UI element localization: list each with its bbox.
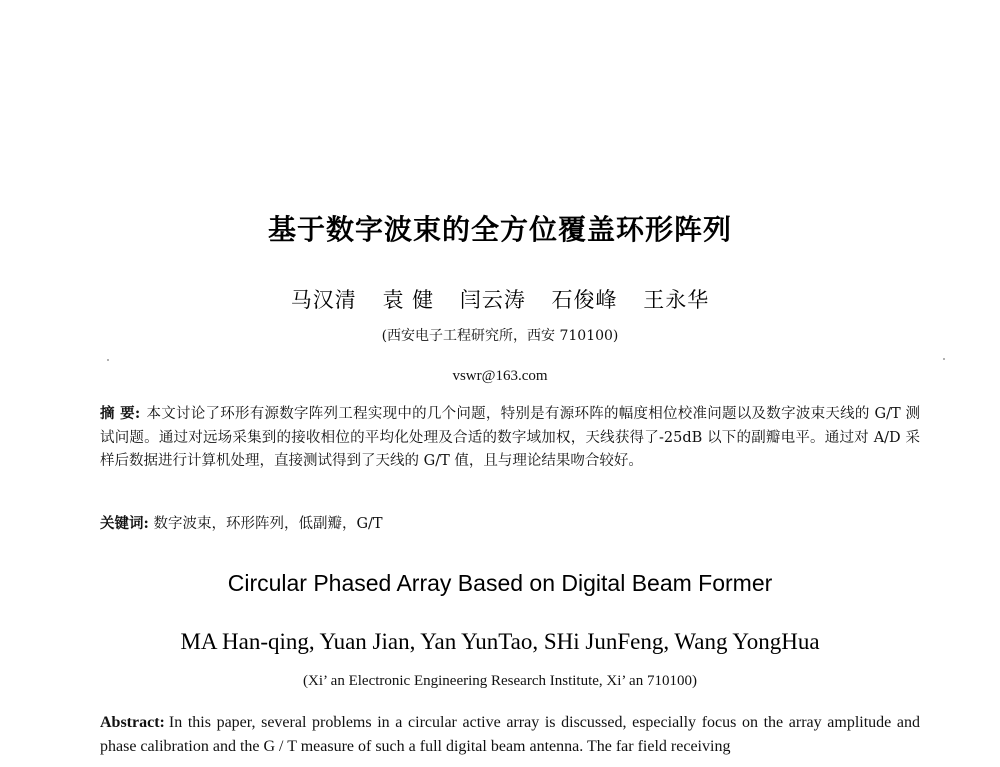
cn-affiliation: (西安电子工程研究所，西安 710100) (381, 328, 619, 344)
author-email: vswr@163.com (452, 368, 548, 384)
cn-author: 王永华 (643, 288, 710, 312)
en-author-list: MA Han-qing, Yuan Jian, Yan YunTao, SHi JunFeng, Wang YongHua (180, 629, 820, 654)
cn-keywords-label: 关键词: (100, 515, 149, 532)
cn-abstract-label: 摘 要: (100, 405, 141, 422)
cn-keywords-text: 数字波束，环形阵列，低副瓣，G/T (153, 516, 383, 532)
cn-abstract (100, 402, 920, 474)
en-abstract-label: Abstract: (100, 714, 165, 731)
cn-author-list (0, 284, 1000, 314)
en-abstract-text: In this paper, several problems in a circular active array is discussed, especially focus on the array amplitude and phase calibration and the G / T measure of such a full digital beam antenna. The far field receiving (100, 714, 920, 755)
scan-speck (107, 359, 109, 361)
en-affiliation: (Xi’ an Electronic Engineering Research Institute, Xi’ an 710100) (303, 673, 697, 689)
cn-abstract-text: 本文讨论了环形有源数字阵列工程实现中的几个问题，特别是有源环阵的幅度相位校准问题以及数字波束天线的 G/T 测试问题。通过对远场采集到的接收相位的平均化处理及合适的数字域加权，天线获得了-25dB 以下的副瓣电平。通过对 A/D 采样后数据进行计算机处理，直接测试得到了天线的 G/T 值，且与理论结果吻合较好。 (100, 406, 920, 469)
cn-author: 袁 健 (382, 288, 435, 312)
cn-author: 石俊峰 (551, 288, 618, 312)
scan-speck (943, 358, 945, 360)
cn-author: 闫云涛 (459, 288, 526, 312)
cn-title: 基于数字波束的全方位覆盖环形阵列 (267, 213, 732, 246)
cn-author: 马汉清 (290, 288, 357, 312)
cn-keywords (100, 512, 920, 533)
en-title: Circular Phased Array Based on Digital Beam Former (227, 570, 773, 596)
en-abstract (100, 711, 920, 759)
